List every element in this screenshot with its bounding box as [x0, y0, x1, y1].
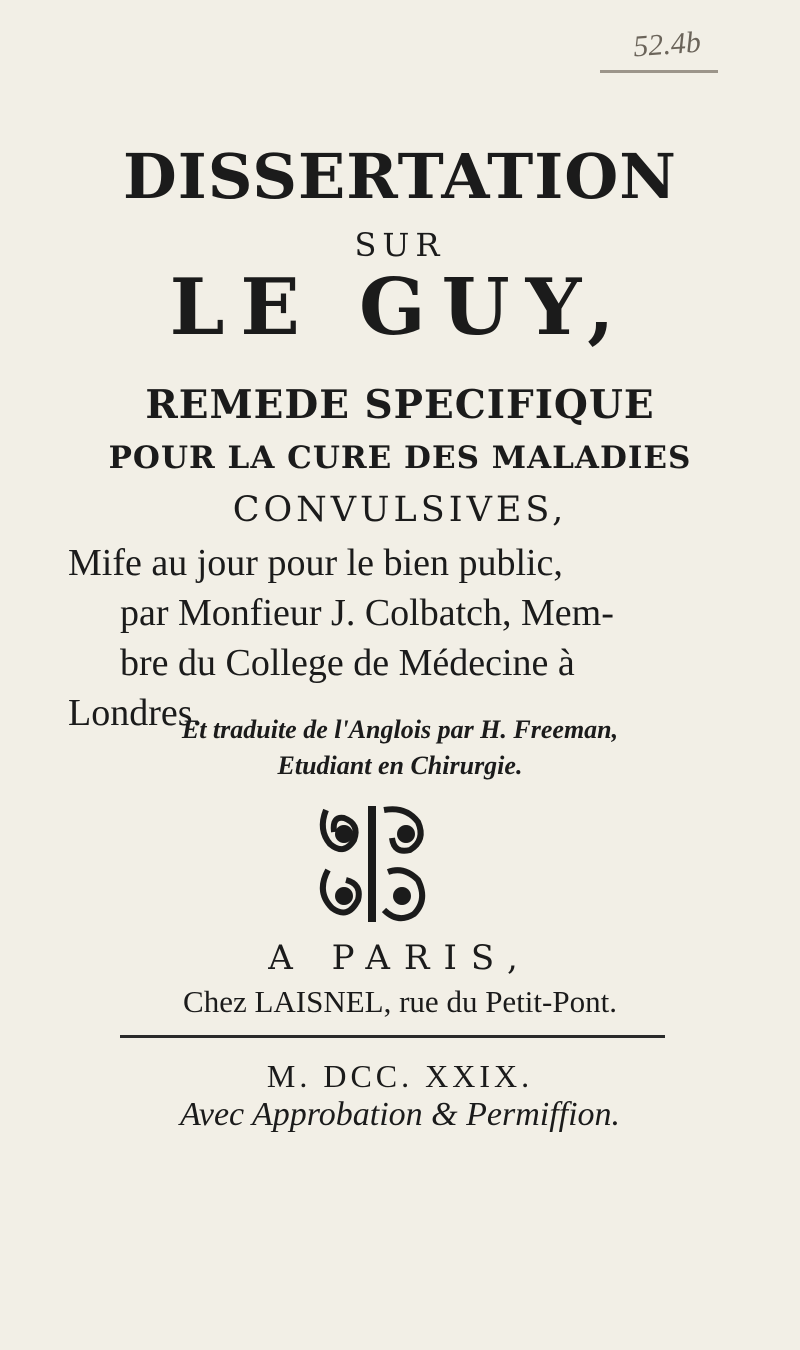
subtitle-convulsives: CONVULSIVES,	[232, 490, 568, 530]
imprint-publisher: Chez LAISNEL, rue du Petit-Pont.	[183, 984, 617, 1019]
title-subject: LE GUY,	[169, 262, 631, 353]
imprint-rule	[120, 1035, 665, 1038]
shelfmark-annotation: 52.4b	[632, 25, 702, 64]
shelfmark-underline	[600, 70, 718, 73]
imprint-date: M. DCC. XXIX.	[266, 1058, 534, 1094]
subtitle-pour: POUR LA CURE DES MALADIES	[108, 440, 692, 476]
body-line-4: Londres.	[68, 692, 203, 734]
body-line-1: Mife au jour pour le bien public,	[68, 542, 563, 584]
translator-statement	[0, 712, 800, 784]
body-line-2: par Monfieur J. Colbatch, Mem-	[120, 592, 614, 634]
subtitle-remede: REMEDE SPECIFIQUE	[145, 382, 655, 428]
translation-line-2: Etudiant en Chirurgie.	[277, 751, 523, 780]
main-title: DISSERTATION	[123, 140, 677, 213]
body-line-3: bre du College de Médecine à	[120, 642, 575, 684]
author-statement	[68, 538, 718, 738]
imprint-city: A PARIS,	[268, 938, 532, 978]
title-sur: SUR	[354, 226, 446, 264]
imprint-approbation: Avec Approbation & Permiffion.	[179, 1096, 621, 1133]
printers-ornament-icon	[314, 800, 434, 928]
translation-line-1: Et traduite de l'Anglois par H. Freeman,	[181, 715, 619, 744]
